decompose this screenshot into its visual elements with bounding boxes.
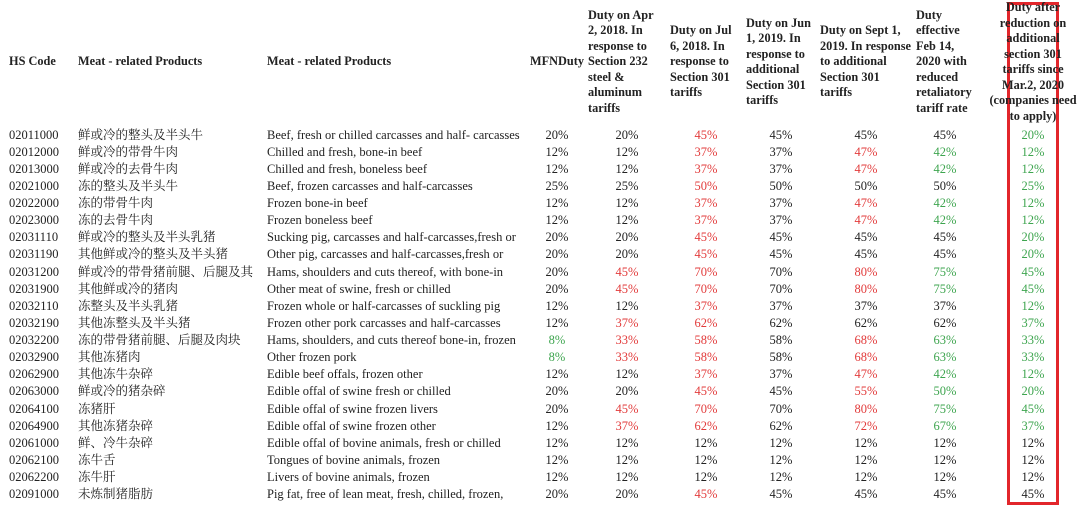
duty-sept-1-2019-cell: 45% bbox=[854, 127, 878, 142]
table-row bbox=[9, 281, 1080, 298]
header-line: steel & bbox=[588, 69, 625, 84]
table-row bbox=[9, 418, 1080, 435]
duty-sept-1-2019-cell: 68% bbox=[854, 333, 878, 347]
duty-jul-6-2018-cell: 62% bbox=[694, 418, 718, 433]
product-cn-cell: 冻的带骨猪前腿、后腿及肉块 bbox=[78, 333, 241, 347]
hs-code-cell: 02012000 bbox=[9, 144, 59, 159]
header-line: to apply) bbox=[1009, 108, 1057, 123]
duty-jul-6-2018-cell: 70% bbox=[694, 264, 718, 279]
product-en-cell: Hams, shoulders, and cuts thereof bone-in, frozen bbox=[267, 333, 516, 347]
hs-code-cell: 02022000 bbox=[9, 196, 59, 210]
header-line: tariffs bbox=[820, 85, 853, 100]
duty-apr-2-2018-cell: 20% bbox=[615, 127, 639, 142]
product-en-cell: Edible offal of swine frozen livers bbox=[267, 401, 438, 416]
product-cn-cell: 冻整头及半头乳猪 bbox=[78, 298, 179, 313]
duty-sept-1-2019-cell: 50% bbox=[854, 178, 878, 193]
duty-jun-1-2019-cell: 58% bbox=[769, 333, 793, 347]
mfn-duty-cell: 20% bbox=[545, 264, 569, 279]
duty-feb-14-2020-cell: 42% bbox=[933, 196, 957, 210]
duty-jun-1-2019-cell: 70% bbox=[769, 264, 793, 279]
duty-sept-1-2019-cell: 68% bbox=[854, 350, 878, 365]
product-cn-cell: 鲜或冷的去骨牛肉 bbox=[78, 161, 179, 176]
duty-apr-2-2018-cell: 37% bbox=[615, 315, 639, 330]
duty-sept-1-2019-cell: 45% bbox=[854, 230, 878, 245]
header-line: Feb 14, bbox=[916, 38, 955, 53]
product-en-cell: Edible beef offals, frozen other bbox=[267, 367, 423, 382]
duty-mar-2-2020-cell: 12% bbox=[1021, 452, 1045, 467]
product-cn-cell: 其他冻牛杂碎 bbox=[78, 367, 154, 382]
duty-feb-14-2020-cell: 37% bbox=[933, 298, 957, 313]
product-cn-cell: 鲜或冷的整头及半头牛 bbox=[78, 127, 204, 142]
mfn-duty-cell: 12% bbox=[545, 144, 569, 159]
mfn-duty-cell: 8% bbox=[548, 333, 566, 347]
mfn-duty-cell: 20% bbox=[545, 384, 569, 399]
table-row bbox=[9, 195, 1080, 212]
product-en-cell: Beef, fresh or chilled carcasses and half- carcasses bbox=[267, 127, 520, 142]
header-duty-jun-1-2019 bbox=[744, 16, 818, 109]
duty-feb-14-2020-cell: 50% bbox=[933, 384, 957, 399]
product-en-cell: Edible offal of bovine animals, fresh or chilled bbox=[267, 435, 501, 450]
duty-sept-1-2019-cell: 47% bbox=[854, 213, 878, 228]
hs-code-cell: 02011000 bbox=[9, 127, 59, 142]
product-en-cell: Beef, frozen carcasses and half-carcasses bbox=[267, 178, 473, 193]
hs-code-cell: 02032900 bbox=[9, 350, 59, 365]
product-cn-cell: 冻牛肝 bbox=[78, 470, 116, 484]
duty-jun-1-2019-cell: 50% bbox=[769, 178, 793, 193]
duty-mar-2-2020-cell: 37% bbox=[1021, 315, 1045, 330]
duty-apr-2-2018-cell: 33% bbox=[615, 350, 639, 365]
duty-apr-2-2018-cell: 12% bbox=[615, 298, 639, 313]
header-line: tariffs since bbox=[1002, 62, 1064, 76]
table-row bbox=[9, 178, 1080, 195]
duty-mar-2-2020-cell: 37% bbox=[1021, 418, 1045, 433]
duty-jul-6-2018-cell: 50% bbox=[694, 178, 718, 193]
duty-sept-1-2019-cell: 72% bbox=[854, 418, 878, 433]
duty-sept-1-2019-cell: 55% bbox=[854, 384, 878, 399]
header-product-chinese: Meat - related Products bbox=[78, 54, 203, 69]
mfn-duty-cell: 12% bbox=[545, 298, 569, 313]
duty-feb-14-2020-cell: 45% bbox=[933, 487, 957, 502]
table-row bbox=[9, 212, 1080, 229]
duty-mar-2-2020-cell: 12% bbox=[1021, 367, 1045, 382]
product-en-cell: Other frozen pork bbox=[267, 350, 357, 365]
header-line: Section 301 bbox=[670, 69, 730, 84]
table-row bbox=[9, 229, 1080, 246]
duty-feb-14-2020-cell: 12% bbox=[933, 470, 957, 484]
duty-mar-2-2020-cell: 12% bbox=[1021, 144, 1045, 159]
duty-jun-1-2019-cell: 45% bbox=[769, 230, 793, 245]
duty-sept-1-2019-cell: 47% bbox=[854, 367, 878, 382]
duty-jun-1-2019-cell: 62% bbox=[769, 418, 793, 433]
header-hs-code: HS Code bbox=[9, 54, 56, 69]
duty-apr-2-2018-cell: 25% bbox=[615, 178, 639, 193]
header-line: additional bbox=[1006, 31, 1060, 45]
duty-jul-6-2018-cell: 45% bbox=[694, 384, 718, 399]
duty-sept-1-2019-cell: 12% bbox=[854, 435, 878, 450]
duty-sept-1-2019-cell: 62% bbox=[854, 315, 878, 330]
hs-code-cell: 02062900 bbox=[9, 367, 59, 382]
duty-apr-2-2018-cell: 12% bbox=[615, 213, 639, 228]
duty-mar-2-2020-cell: 45% bbox=[1021, 401, 1045, 416]
header-line: additional bbox=[746, 62, 800, 76]
duty-feb-14-2020-cell: 50% bbox=[933, 178, 957, 193]
duty-mar-2-2020-cell: 45% bbox=[1021, 281, 1045, 296]
duty-jun-1-2019-cell: 12% bbox=[769, 452, 793, 467]
hs-code-cell: 02064100 bbox=[9, 401, 59, 416]
header-line: tariffs bbox=[588, 100, 621, 115]
mfn-duty-cell: 20% bbox=[545, 230, 569, 245]
header-line: 2020 with bbox=[916, 54, 967, 69]
duty-jun-1-2019-cell: 12% bbox=[769, 470, 793, 484]
duty-jul-6-2018-cell: 37% bbox=[694, 144, 718, 159]
duty-jun-1-2019-cell: 45% bbox=[769, 384, 793, 399]
mfn-duty-cell: 20% bbox=[545, 127, 569, 142]
header-line: reduced bbox=[916, 69, 959, 84]
duty-sept-1-2019-cell: 47% bbox=[854, 196, 878, 210]
duty-apr-2-2018-cell: 33% bbox=[615, 333, 639, 347]
duty-jun-1-2019-cell: 45% bbox=[769, 247, 793, 262]
hs-code-cell: 02031190 bbox=[9, 247, 59, 262]
header-line: to additional bbox=[820, 54, 887, 69]
header-duty-feb-14-2020 bbox=[914, 8, 976, 117]
duty-jul-6-2018-cell: 45% bbox=[694, 127, 718, 142]
duty-mar-2-2020-cell: 20% bbox=[1021, 384, 1045, 399]
header-line: effective bbox=[916, 23, 960, 38]
product-cn-cell: 未炼制猪脂肪 bbox=[78, 487, 154, 502]
mfn-duty-cell: 8% bbox=[548, 350, 566, 365]
duty-jun-1-2019-cell: 37% bbox=[769, 367, 793, 382]
header-mfn-duty: MFNDuty bbox=[530, 54, 584, 69]
duty-mar-2-2020-cell: 12% bbox=[1021, 196, 1045, 210]
table-row bbox=[9, 383, 1080, 400]
duty-feb-14-2020-cell: 12% bbox=[933, 452, 957, 467]
duty-jun-1-2019-cell: 37% bbox=[769, 298, 793, 313]
header-line: Section 301 bbox=[746, 77, 806, 92]
hs-code-cell: 02032200 bbox=[9, 333, 59, 347]
duty-feb-14-2020-cell: 75% bbox=[933, 401, 957, 416]
header-line: section 301 bbox=[1004, 46, 1062, 61]
product-en-cell: Frozen bone-in beef bbox=[267, 196, 368, 210]
duty-mar-2-2020-cell: 12% bbox=[1021, 213, 1045, 228]
product-cn-cell: 鲜、冷牛杂碎 bbox=[78, 435, 154, 450]
hs-code-cell: 02031900 bbox=[9, 281, 59, 296]
header-line: tariffs bbox=[746, 93, 779, 107]
duty-feb-14-2020-cell: 62% bbox=[933, 315, 957, 330]
duty-sept-1-2019-cell: 45% bbox=[854, 487, 878, 502]
header-line: Duty bbox=[916, 7, 942, 22]
table-row bbox=[9, 144, 1080, 161]
duty-apr-2-2018-cell: 45% bbox=[615, 401, 639, 416]
duty-jun-1-2019-cell: 37% bbox=[769, 196, 793, 210]
product-en-cell: Pig fat, free of lean meat, fresh, chilled, frozen, bbox=[267, 487, 504, 502]
duty-mar-2-2020-cell: 12% bbox=[1021, 435, 1045, 450]
header-line: tariff rate bbox=[916, 100, 968, 115]
mfn-duty-cell: 12% bbox=[545, 161, 569, 176]
hs-code-cell: 02032110 bbox=[9, 298, 59, 313]
product-cn-cell: 其他鲜或冷的猪肉 bbox=[78, 281, 179, 296]
duty-sept-1-2019-cell: 47% bbox=[854, 161, 878, 176]
hs-code-cell: 02091000 bbox=[9, 487, 59, 502]
header-line: Duty after bbox=[1005, 0, 1061, 14]
header-line: Duty on Sept 1, bbox=[820, 23, 901, 38]
product-en-cell: Sucking pig, carcasses and half-carcasses,fresh or bbox=[267, 230, 516, 245]
duty-sept-1-2019-cell: 47% bbox=[854, 144, 878, 159]
header-line: response to bbox=[588, 38, 647, 53]
duty-jul-6-2018-cell: 70% bbox=[694, 401, 718, 416]
table-row bbox=[9, 435, 1080, 452]
product-en-cell: Chilled and fresh, bone-in beef bbox=[267, 144, 423, 159]
header-line: response to bbox=[746, 46, 805, 61]
duty-apr-2-2018-cell: 12% bbox=[615, 470, 639, 484]
product-en-cell: Livers of bovine animals, frozen bbox=[267, 470, 430, 484]
table-row bbox=[9, 127, 1080, 144]
header-line: 2, 2018. In bbox=[588, 23, 643, 38]
hs-code-cell: 02021000 bbox=[9, 178, 59, 193]
header-line: Duty on Jul bbox=[670, 23, 732, 38]
product-en-cell: Tongues of bovine animals, frozen bbox=[267, 452, 441, 467]
table-row bbox=[9, 332, 1080, 349]
header-duty-mar-2-2020 bbox=[986, 0, 1080, 124]
duty-feb-14-2020-cell: 42% bbox=[933, 213, 957, 228]
duty-sept-1-2019-cell: 45% bbox=[854, 247, 878, 262]
duty-jun-1-2019-cell: 37% bbox=[769, 213, 793, 228]
product-cn-cell: 冻的整头及半头牛 bbox=[78, 178, 179, 193]
duty-mar-2-2020-cell: 12% bbox=[1021, 298, 1045, 313]
product-en-cell: Edible offal of swine frozen other bbox=[267, 418, 436, 433]
header-duty-sept-1-2019 bbox=[818, 23, 914, 101]
duty-jul-6-2018-cell: 37% bbox=[694, 161, 718, 176]
header-line: retaliatory bbox=[916, 85, 972, 100]
duty-sept-1-2019-cell: 80% bbox=[854, 264, 878, 279]
duty-jul-6-2018-cell: 37% bbox=[694, 196, 718, 210]
table-row bbox=[9, 452, 1080, 469]
duty-jul-6-2018-cell: 45% bbox=[694, 247, 718, 262]
duty-jul-6-2018-cell: 12% bbox=[694, 452, 718, 467]
hs-code-cell: 02032190 bbox=[9, 315, 59, 330]
header-line: reduction on bbox=[999, 15, 1067, 30]
duty-jul-6-2018-cell: 70% bbox=[694, 281, 718, 296]
duty-feb-14-2020-cell: 67% bbox=[933, 418, 957, 433]
product-en-cell: Frozen whole or half-carcasses of suckling pig bbox=[267, 298, 501, 313]
hs-code-cell: 02031110 bbox=[9, 230, 59, 245]
mfn-duty-cell: 12% bbox=[545, 418, 569, 433]
header-duty-apr-2-2018 bbox=[586, 8, 668, 117]
product-cn-cell: 冻的去骨牛肉 bbox=[78, 213, 154, 228]
duty-feb-14-2020-cell: 12% bbox=[933, 435, 957, 450]
header-line: Section 232 bbox=[588, 54, 648, 69]
duty-apr-2-2018-cell: 12% bbox=[615, 367, 639, 382]
table-row bbox=[9, 161, 1080, 178]
mfn-duty-cell: 20% bbox=[545, 487, 569, 502]
duty-mar-2-2020-cell: 12% bbox=[1021, 470, 1045, 484]
table-body bbox=[9, 127, 1080, 504]
product-en-cell: Frozen other pork carcasses and half-carcasses bbox=[267, 315, 501, 330]
product-cn-cell: 冻猪肝 bbox=[78, 401, 116, 416]
duty-jun-1-2019-cell: 37% bbox=[769, 144, 793, 159]
hs-code-cell: 02063000 bbox=[9, 384, 59, 399]
mfn-duty-cell: 12% bbox=[545, 435, 569, 450]
duty-apr-2-2018-cell: 45% bbox=[615, 281, 639, 296]
table-row bbox=[9, 264, 1080, 281]
mfn-duty-cell: 12% bbox=[545, 196, 569, 210]
product-cn-cell: 其他冻整头及半头猪 bbox=[78, 315, 191, 330]
duty-jul-6-2018-cell: 37% bbox=[694, 298, 718, 313]
duty-apr-2-2018-cell: 20% bbox=[615, 384, 639, 399]
table-row bbox=[9, 469, 1080, 486]
duty-sept-1-2019-cell: 80% bbox=[854, 281, 878, 296]
duty-jun-1-2019-cell: 45% bbox=[769, 487, 793, 502]
duty-jul-6-2018-cell: 37% bbox=[694, 367, 718, 382]
table-row bbox=[9, 349, 1080, 366]
hs-code-cell: 02023000 bbox=[9, 213, 59, 228]
duty-sept-1-2019-cell: 12% bbox=[854, 452, 878, 467]
duty-jun-1-2019-cell: 58% bbox=[769, 350, 793, 365]
mfn-duty-cell: 12% bbox=[545, 470, 569, 484]
duty-feb-14-2020-cell: 63% bbox=[933, 350, 957, 365]
duty-apr-2-2018-cell: 20% bbox=[615, 230, 639, 245]
duty-apr-2-2018-cell: 12% bbox=[615, 144, 639, 159]
duty-apr-2-2018-cell: 20% bbox=[615, 487, 639, 502]
product-cn-cell: 其他冻猪杂碎 bbox=[78, 418, 154, 433]
header-line: Section 301 bbox=[820, 69, 880, 84]
duty-jul-6-2018-cell: 58% bbox=[694, 350, 718, 365]
product-cn-cell: 鲜或冷的整头及半头乳猪 bbox=[78, 230, 216, 245]
mfn-duty-cell: 12% bbox=[545, 315, 569, 330]
duty-apr-2-2018-cell: 12% bbox=[615, 435, 639, 450]
duty-jun-1-2019-cell: 12% bbox=[769, 435, 793, 450]
product-cn-cell: 鲜或冷的带骨牛肉 bbox=[78, 144, 179, 159]
duty-feb-14-2020-cell: 42% bbox=[933, 161, 957, 176]
header-line: 2019. In response bbox=[820, 38, 911, 53]
duty-feb-14-2020-cell: 75% bbox=[933, 264, 957, 279]
header-line: 6, 2018. In bbox=[670, 38, 725, 53]
header-line: response to bbox=[670, 54, 729, 69]
header-product-english: Meat - related Products bbox=[267, 54, 392, 69]
table-row bbox=[9, 401, 1080, 418]
duty-apr-2-2018-cell: 45% bbox=[615, 264, 639, 279]
duty-feb-14-2020-cell: 75% bbox=[933, 281, 957, 296]
header-line: aluminum bbox=[588, 85, 642, 100]
product-en-cell: Edible offal of swine fresh or chilled bbox=[267, 384, 451, 399]
header-line: Duty on Apr bbox=[588, 7, 654, 22]
duty-apr-2-2018-cell: 37% bbox=[615, 418, 639, 433]
duty-apr-2-2018-cell: 20% bbox=[615, 247, 639, 262]
header-line: tariffs bbox=[670, 85, 703, 100]
duty-jul-6-2018-cell: 12% bbox=[694, 435, 718, 450]
hs-code-cell: 02062200 bbox=[9, 470, 59, 484]
table-row bbox=[9, 486, 1080, 503]
duty-jun-1-2019-cell: 70% bbox=[769, 401, 793, 416]
product-en-cell: Other pig, carcasses and half-carcasses,fresh or bbox=[267, 247, 504, 262]
duty-apr-2-2018-cell: 12% bbox=[615, 452, 639, 467]
header-line: (companies need bbox=[989, 93, 1077, 107]
duty-jul-6-2018-cell: 45% bbox=[694, 487, 718, 502]
product-en-cell: Frozen boneless beef bbox=[267, 213, 373, 228]
duty-jul-6-2018-cell: 62% bbox=[694, 315, 718, 330]
duty-feb-14-2020-cell: 42% bbox=[933, 144, 957, 159]
table-row bbox=[9, 366, 1080, 383]
duty-apr-2-2018-cell: 12% bbox=[615, 161, 639, 176]
duty-jul-6-2018-cell: 45% bbox=[694, 230, 718, 245]
duty-jul-6-2018-cell: 12% bbox=[694, 470, 718, 484]
duty-jun-1-2019-cell: 37% bbox=[769, 161, 793, 176]
duty-sept-1-2019-cell: 37% bbox=[854, 298, 878, 313]
duty-mar-2-2020-cell: 20% bbox=[1021, 127, 1045, 142]
duty-mar-2-2020-cell: 45% bbox=[1021, 487, 1045, 502]
duty-feb-14-2020-cell: 42% bbox=[933, 367, 957, 382]
hs-code-cell: 02061000 bbox=[9, 435, 59, 450]
duty-mar-2-2020-cell: 20% bbox=[1021, 247, 1045, 262]
product-en-cell: Chilled and fresh, boneless beef bbox=[267, 161, 428, 176]
product-en-cell: Hams, shoulders and cuts thereof, with bone-in bbox=[267, 264, 504, 279]
duty-apr-2-2018-cell: 12% bbox=[615, 196, 639, 210]
duty-mar-2-2020-cell: 25% bbox=[1021, 178, 1045, 193]
duty-jul-6-2018-cell: 58% bbox=[694, 333, 718, 347]
duty-feb-14-2020-cell: 45% bbox=[933, 230, 957, 245]
mfn-duty-cell: 25% bbox=[545, 178, 569, 193]
hs-code-cell: 02031200 bbox=[9, 264, 59, 279]
duty-mar-2-2020-cell: 12% bbox=[1021, 161, 1045, 176]
table-row bbox=[9, 315, 1080, 332]
product-cn-cell: 鲜或冷的猪杂碎 bbox=[78, 384, 166, 399]
duty-mar-2-2020-cell: 33% bbox=[1021, 350, 1045, 365]
duty-feb-14-2020-cell: 63% bbox=[933, 333, 957, 347]
duty-sept-1-2019-cell: 12% bbox=[854, 470, 878, 484]
header-line: Duty on Jun bbox=[746, 15, 811, 30]
duty-jun-1-2019-cell: 62% bbox=[769, 315, 793, 330]
duty-mar-2-2020-cell: 20% bbox=[1021, 230, 1045, 245]
product-cn-cell: 冻牛舌 bbox=[78, 452, 116, 467]
table-header bbox=[9, 0, 1080, 124]
table-row bbox=[9, 246, 1080, 263]
duty-mar-2-2020-cell: 33% bbox=[1021, 333, 1045, 347]
hs-code-cell: 02062100 bbox=[9, 452, 59, 467]
product-cn-cell: 其他冻猪肉 bbox=[78, 350, 141, 365]
header-line: 1, 2019. In bbox=[746, 31, 801, 45]
mfn-duty-cell: 12% bbox=[545, 367, 569, 382]
table-row bbox=[9, 298, 1080, 315]
duty-jun-1-2019-cell: 70% bbox=[769, 281, 793, 296]
hs-code-cell: 02013000 bbox=[9, 161, 59, 176]
duty-feb-14-2020-cell: 45% bbox=[933, 247, 957, 262]
duty-mar-2-2020-cell: 45% bbox=[1021, 264, 1045, 279]
duty-sept-1-2019-cell: 80% bbox=[854, 401, 878, 416]
product-cn-cell: 鲜或冷的带骨猪前腿、后腿及其 bbox=[78, 264, 254, 279]
mfn-duty-cell: 20% bbox=[545, 247, 569, 262]
mfn-duty-cell: 12% bbox=[545, 213, 569, 228]
header-line: Mar.2, 2020 bbox=[1001, 77, 1065, 92]
mfn-duty-cell: 20% bbox=[545, 401, 569, 416]
duty-jul-6-2018-cell: 37% bbox=[694, 213, 718, 228]
header-duty-jul-6-2018 bbox=[668, 23, 744, 101]
product-en-cell: Other meat of swine, fresh or chilled bbox=[267, 281, 451, 296]
duty-feb-14-2020-cell: 45% bbox=[933, 127, 957, 142]
product-cn-cell: 其他鲜或冷的整头及半头猪 bbox=[78, 247, 229, 262]
mfn-duty-cell: 12% bbox=[545, 452, 569, 467]
duty-jun-1-2019-cell: 45% bbox=[769, 127, 793, 142]
product-cn-cell: 冻的带骨牛肉 bbox=[78, 196, 154, 210]
mfn-duty-cell: 20% bbox=[545, 281, 569, 296]
hs-code-cell: 02064900 bbox=[9, 418, 59, 433]
